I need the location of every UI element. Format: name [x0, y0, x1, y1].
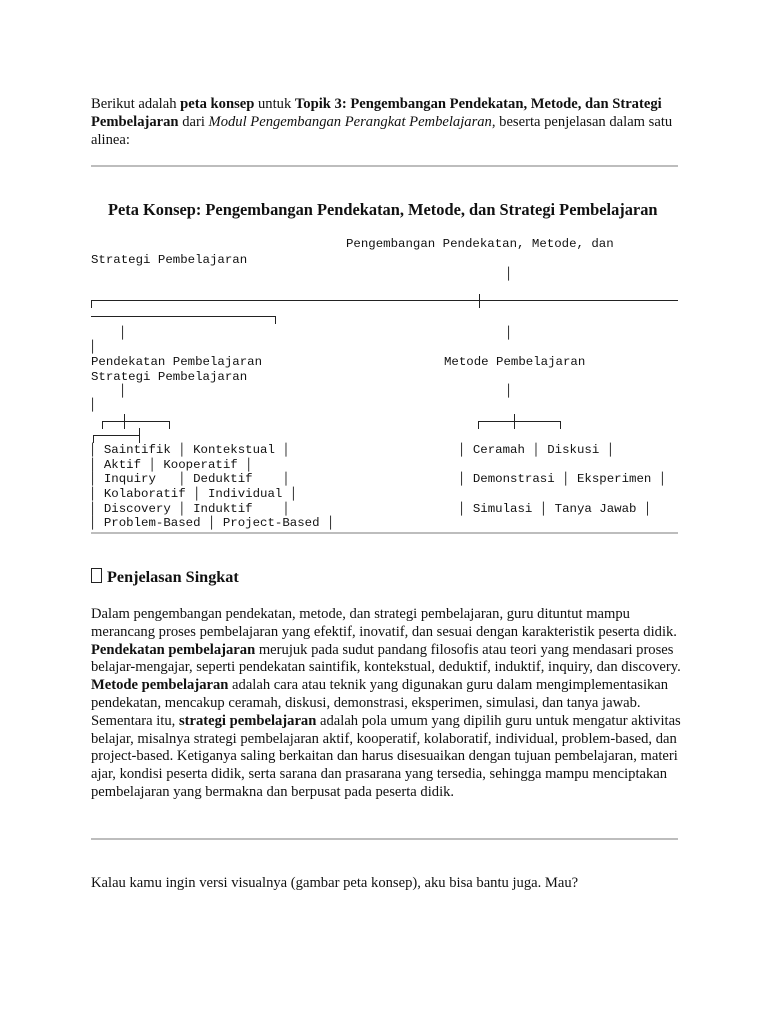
leaf-row: │ Demonstrasi │ Eksperimen │: [458, 472, 667, 486]
summary-paragraph: [91, 606, 681, 802]
tree-branch-line: [102, 421, 169, 422]
leaf-row: │ Discovery │ Induktif │: [89, 502, 290, 516]
tree-branch-line: [91, 316, 275, 317]
tree-connector: │: [505, 384, 513, 398]
tree-connector: [102, 421, 103, 429]
tree-connector: [514, 414, 515, 429]
leaf-row: │ Kolaboratif │ Individual │: [89, 487, 298, 501]
tree-connector: │: [505, 326, 513, 340]
tree-connector: [91, 300, 92, 308]
tree-connector: │: [119, 326, 127, 340]
tree-connector: │: [505, 267, 513, 281]
closing-paragraph: Kalau kamu ingin versi visualnya (gambar peta konsep), aku bisa bantu juga. Mau?: [91, 875, 579, 891]
term-metode: Metode pembelajaran: [91, 677, 229, 694]
term-pendekatan: Pendekatan pembelajaran: [91, 641, 256, 658]
intro-italic-module: Modul Pengembangan Perangkat Pembelajaran: [208, 113, 492, 130]
tree-connector: [169, 421, 170, 429]
tree-connector: [478, 421, 479, 429]
intro-bold-peta-konsep: peta konsep: [180, 96, 255, 112]
tree-connector: [560, 421, 561, 429]
summary-heading-text: Penjelasan Singkat: [107, 568, 239, 586]
leaf-row: │ Saintifik │ Kontekstual │: [89, 443, 290, 457]
tree-connector: [275, 316, 276, 324]
intro-text: dari: [178, 113, 209, 130]
leaf-row: │ Simulasi │ Tanya Jawab │: [458, 502, 652, 516]
tree-connector: [93, 435, 94, 443]
summary-text: Dalam pengembangan pendekatan, metode, dan strategi pembelajaran, guru dituntut mampu merancang proses pembelajaran yang efektif, inovatif, dan sesuai dengan karakteristik peserta didik.: [91, 606, 677, 640]
summary-text: merujuk pada sudut pandang filosofis atau teori yang mendasari proses belajar-mengajar, seperti pendekatan saintifik, kontekstual, deduktif, induktif, inquiry, dan discovery.: [91, 641, 681, 676]
tree-branch-line: [478, 421, 560, 422]
intro-text: untuk: [254, 96, 295, 112]
concept-map-heading: Peta Konsep: Pengembangan Pendekatan, Metode, dan Strategi Pembelajaran: [108, 200, 658, 219]
divider-top: [91, 165, 678, 167]
intro-bold-topic: Topik 3: Pengembangan Pendekatan, Metode, dan Strategi Pembelajaran: [91, 96, 662, 130]
branch-strategi: Strategi Pembelajaran: [91, 370, 248, 384]
intro-text: , beserta penjelasan dalam satu alinea:: [91, 113, 673, 148]
summary-heading: [91, 568, 239, 587]
summary-text: adalah cara atau teknik yang digunakan guru dalam mengimplementasikan pendekatan, mencakup ceramah, diskusi, demonstrasi, eksperimen, simulasi, dan tanya jawab. Sementara itu,: [91, 677, 669, 729]
branch-metode: Metode Pembelajaran: [444, 355, 586, 369]
root-node-line1: Pengembangan Pendekatan, Metode, dan: [346, 237, 614, 251]
intro-text: Berikut adalah: [91, 96, 181, 112]
intro-paragraph: [91, 96, 681, 149]
document-icon: [91, 568, 102, 583]
leaf-row: │ Aktif │ Kooperatif │: [89, 458, 253, 472]
root-node-line2: Strategi Pembelajaran: [91, 253, 248, 267]
divider-map: [91, 532, 678, 534]
tree-connector: │: [89, 398, 97, 412]
tree-branch-line: [91, 300, 678, 301]
leaf-row: │ Ceramah │ Diskusi │: [458, 443, 615, 457]
tree-connector: [479, 294, 480, 308]
branch-pendekatan: Pendekatan Pembelajaran: [91, 355, 263, 369]
tree-connector: │: [119, 384, 127, 398]
term-strategi: strategi pembelajaran: [178, 712, 317, 729]
leaf-row: │ Problem-Based │ Project-Based │: [89, 516, 335, 530]
tree-connector: [139, 428, 140, 443]
tree-branch-line: [93, 435, 139, 436]
tree-connector: [124, 414, 125, 429]
tree-connector: │: [89, 340, 97, 354]
summary-text: adalah pola umum yang dipilih guru untuk mengatur aktivitas belajar, misalnya strategi pembelajaran aktif, kooperatif, kolaboratif, individual, problem-based, dan project-based. Ketiganya saling berkaitan dan harus disesuaikan dengan tujuan pembelajaran, materi ajar, kondisi peserta didik, serta sarana dan prasarana yang tersedia, sehingga mampu menciptakan pembelajaran yang bermakna dan berpusat pada peserta didik.: [91, 712, 681, 800]
leaf-row: │ Inquiry │ Deduktif │: [89, 472, 290, 486]
divider-bottom: [91, 838, 678, 840]
